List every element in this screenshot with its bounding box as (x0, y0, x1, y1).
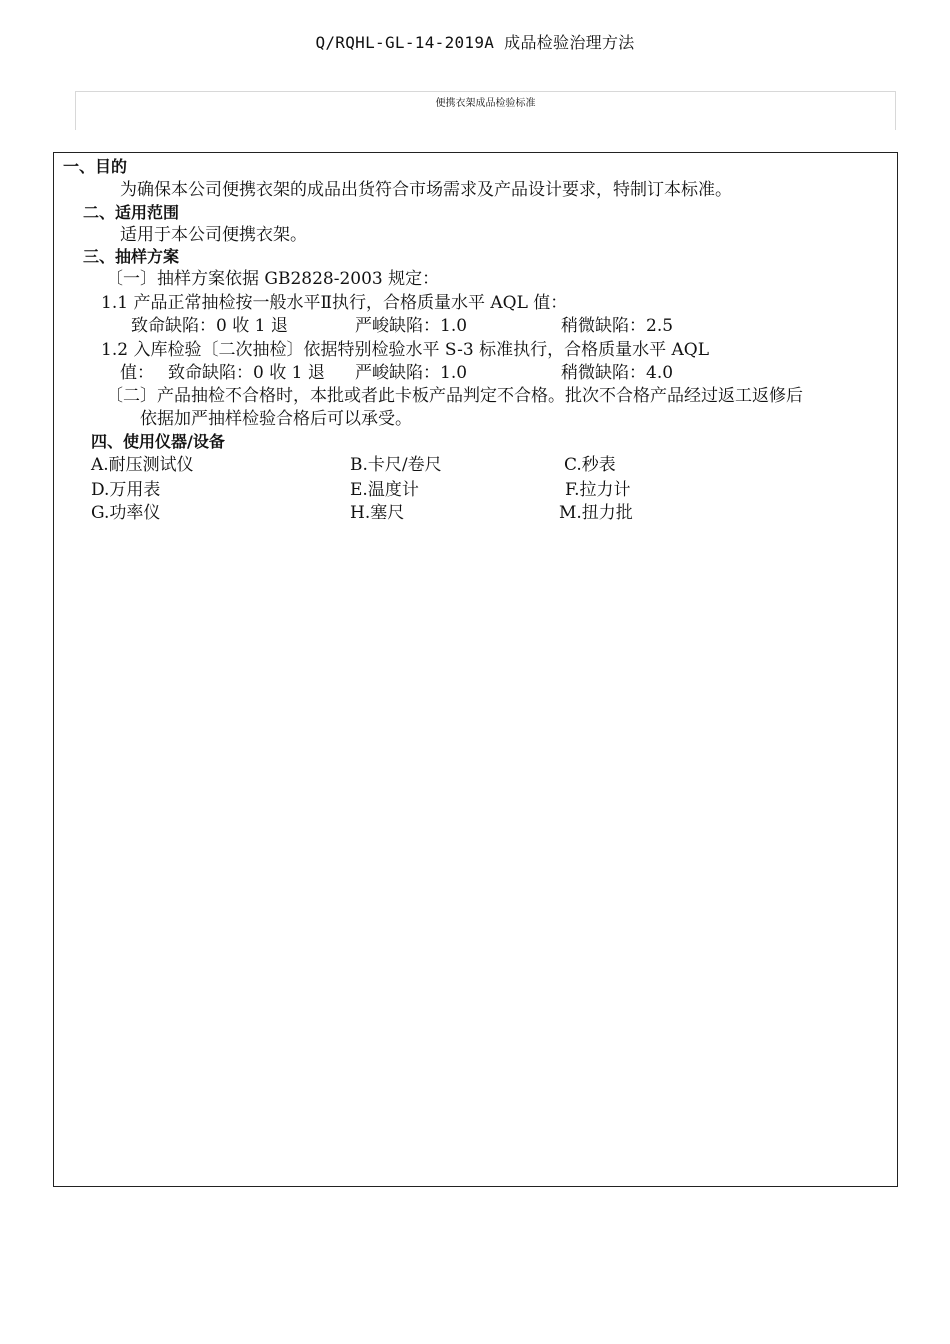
item1-major: 严峻缺陷：1.0 (355, 316, 468, 336)
item2-minor: 稍微缺陷：4.0 (561, 363, 674, 383)
section-heading-sampling: 三、抽样方案 (83, 247, 180, 266)
reject-rule-line1: 〔二〕产品抽检不合格时，本批或者此卡板产品判定不合格。批次不合格产品经过返工返修后 (106, 386, 803, 406)
item1-minor: 稍微缺陷：2.5 (561, 316, 674, 336)
section-heading-scope: 二、适用范围 (83, 203, 180, 222)
subtitle-box (75, 91, 896, 130)
content-box (53, 152, 898, 1187)
instrument-item: H.塞尺 (350, 503, 405, 523)
subtitle: 便携衣架成品检验标准 (435, 98, 536, 109)
instrument-item: E.温度计 (350, 480, 419, 500)
item1-fatal: 致命缺陷：0 收 1 退 (131, 316, 288, 336)
item2-value-label: 值： (120, 363, 154, 383)
reject-rule-line2: 依据加严抽样检验合格后可以承受。 (140, 409, 412, 429)
item2-fatal: 致命缺陷：0 收 1 退 (168, 363, 325, 383)
sampling-item-1: 1.1 产品正常抽检按一般水平Ⅱ执行，合格质量水平 AQL 值： (101, 293, 568, 313)
scope-text: 适用于本公司便携衣架。 (120, 225, 307, 245)
instrument-item: A.耐压测试仪 (91, 455, 194, 475)
sampling-basis: 〔一〕抽样方案依据 GB2828-2003 规定： (106, 269, 440, 289)
instrument-item: G.功率仪 (91, 503, 161, 523)
sampling-item-2: 1.2 入库检验〔二次抽检〕依据特别检验水平 S-3 标准执行，合格质量水平 AQL (101, 340, 709, 360)
section-heading-purpose: 一、目的 (63, 157, 128, 176)
section-heading-instruments: 四、使用仪器/设备 (91, 432, 225, 451)
document-header: Q/RQHL-GL-14-2019A 成品检验治理方法 (315, 33, 635, 52)
purpose-text: 为确保本公司便携衣架的成品出货符合市场需求及产品设计要求，特制订本标准。 (120, 180, 732, 200)
item2-major: 严峻缺陷：1.0 (355, 363, 468, 383)
instrument-item: D.万用表 (91, 480, 161, 500)
instrument-item: M.扭力批 (559, 503, 633, 523)
instrument-item: F.拉力计 (565, 480, 631, 500)
instrument-item: B.卡尺/卷尺 (350, 455, 442, 475)
instrument-item: C.秒表 (564, 455, 616, 475)
